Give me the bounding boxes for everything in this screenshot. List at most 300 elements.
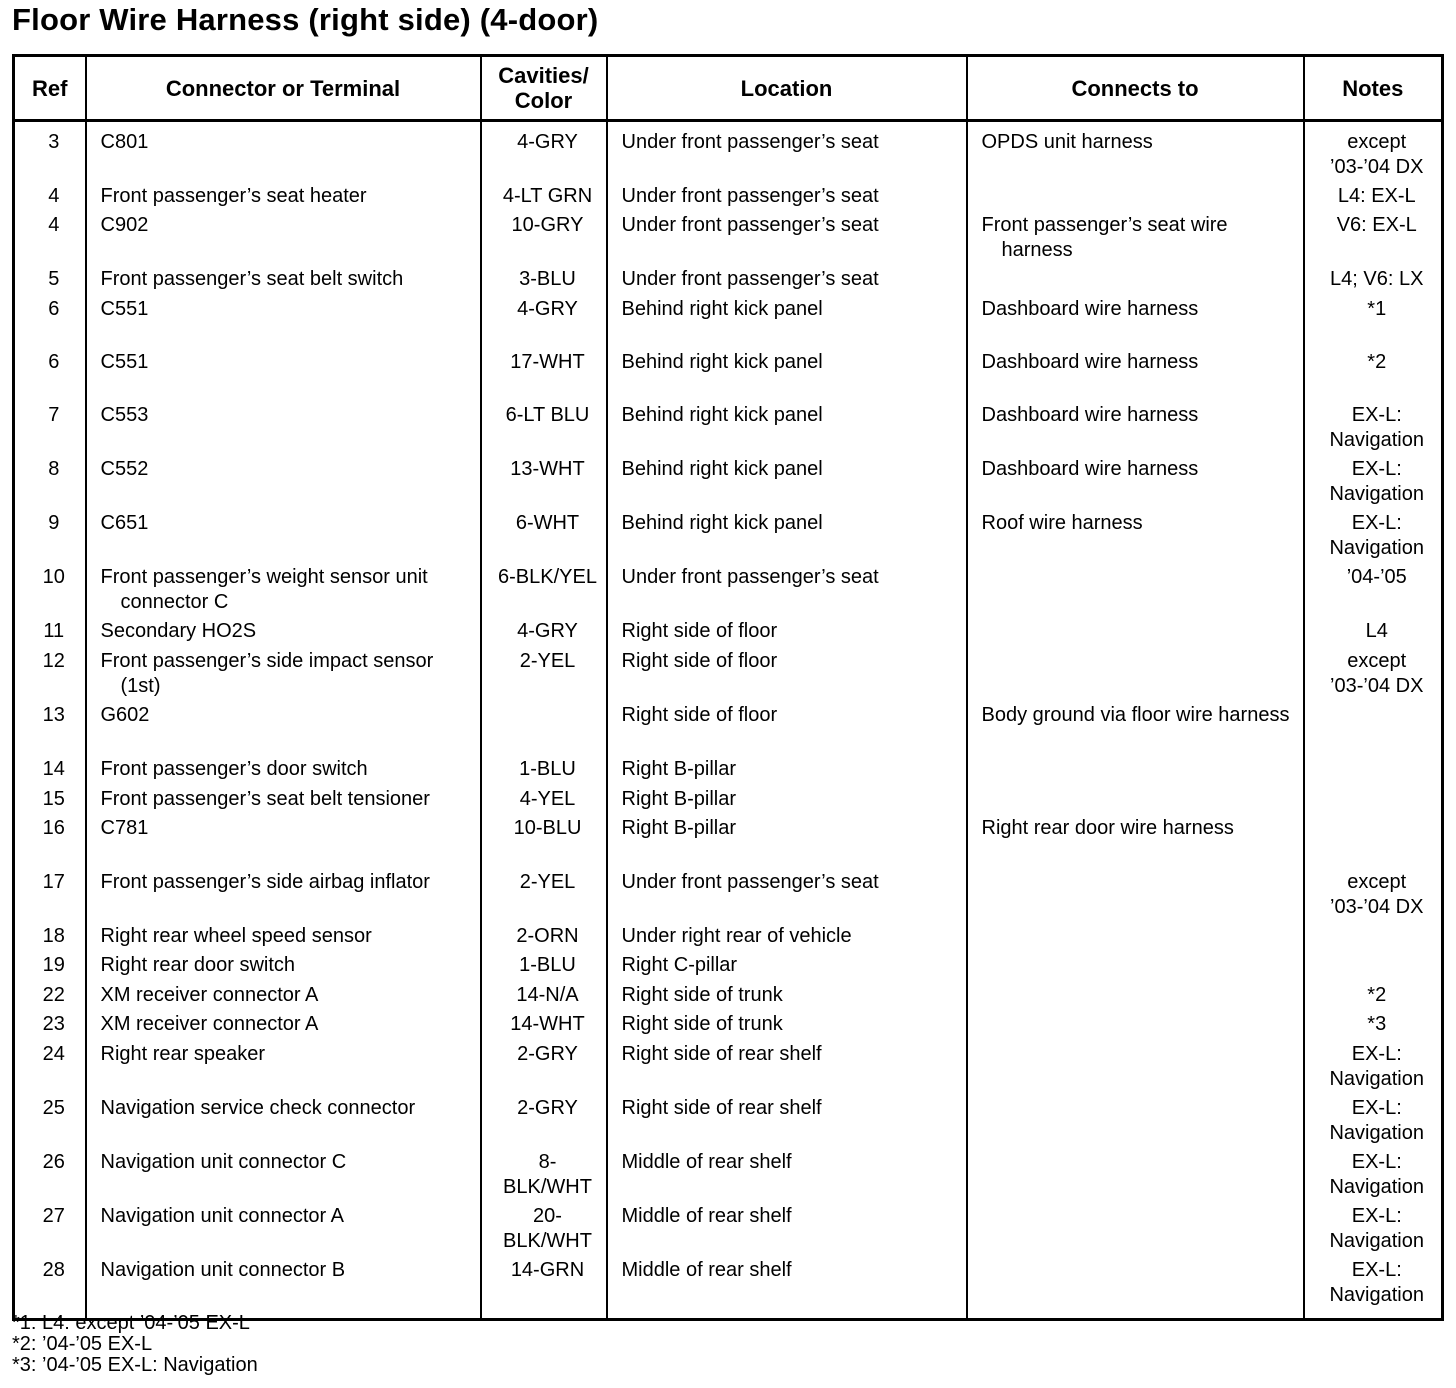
- cell-cavities: [481, 615, 607, 645]
- cell-connector-text: Navigation unit connector B: [100, 1259, 346, 1281]
- header-ref: Ref: [14, 56, 86, 121]
- cell-cavities: [481, 209, 607, 263]
- cell-connector-text: C781: [100, 817, 149, 839]
- cell-connector-text: Secondary HO2S: [100, 620, 257, 642]
- cell-notes: [1304, 615, 1443, 645]
- cell-connector: [86, 399, 481, 453]
- table-row: [14, 399, 1443, 453]
- cell-connects-to-text: Right rear door wire harness: [981, 817, 1234, 839]
- cell-location: [607, 293, 967, 346]
- cell-connects-to: [967, 615, 1304, 645]
- cell-location: [607, 507, 967, 561]
- cell-ref-text: 26: [42, 1151, 65, 1173]
- cell-ref-text: 3: [48, 131, 60, 153]
- cell-location: [607, 399, 967, 453]
- cell-connector-text: Navigation unit connector C: [100, 1151, 347, 1173]
- cell-location: [607, 453, 967, 507]
- cell-connector-text: Right rear wheel speed sensor: [100, 925, 372, 947]
- cell-connects-to-text: Dashboard wire harness: [981, 458, 1199, 480]
- table-row: [14, 753, 1443, 783]
- cell-location-text: Under front passenger’s seat: [621, 566, 879, 588]
- cell-location: [607, 1038, 967, 1092]
- cell-location: [607, 753, 967, 783]
- cell-location-text: Behind right kick panel: [621, 351, 823, 373]
- cell-notes: [1304, 979, 1443, 1008]
- cell-location: [607, 699, 967, 753]
- cell-connector-text: Front passenger’s side airbag inflator: [100, 871, 430, 893]
- cell-ref: [14, 209, 86, 263]
- cell-notes-text: EX-L: Navigation: [1329, 458, 1424, 505]
- page-title: Floor Wire Harness (right side) (4-door): [12, 2, 599, 37]
- cell-location-text: Right side of floor: [621, 650, 778, 672]
- cell-connector: [86, 1008, 481, 1038]
- cell-cavities-text: 1-BLU: [519, 954, 576, 976]
- cell-cavities: [481, 1038, 607, 1092]
- cell-connector-text: Navigation service check connector: [100, 1097, 416, 1119]
- cell-cavities: [481, 561, 607, 615]
- cell-cavities: [481, 263, 607, 293]
- cell-cavities: [481, 1146, 607, 1200]
- cell-connects-to-text: Roof wire harness: [981, 512, 1143, 534]
- cell-connector: [86, 699, 481, 753]
- cell-notes-text: except ’03-’04 DX: [1330, 871, 1424, 918]
- cell-ref: [14, 699, 86, 753]
- cell-connects-to-text: Dashboard wire harness: [981, 404, 1199, 426]
- cell-location-text: Right B-pillar: [621, 817, 736, 839]
- cell-connects-to: [967, 507, 1304, 561]
- table-row: [14, 209, 1443, 263]
- cell-ref: [14, 783, 86, 812]
- cell-notes-text: EX-L: Navigation: [1329, 1151, 1424, 1198]
- cell-ref: [14, 293, 86, 346]
- cell-connects-to: [967, 180, 1304, 209]
- header-notes: Notes: [1304, 56, 1443, 121]
- cell-location: [607, 920, 967, 949]
- cell-ref-text: 12: [42, 650, 65, 672]
- cell-connects-to-text: Body ground via floor wire harness: [981, 704, 1290, 726]
- cell-connector: [86, 1092, 481, 1146]
- cell-connects-to: [967, 399, 1304, 453]
- cell-ref: [14, 121, 86, 181]
- cell-location: [607, 1008, 967, 1038]
- cell-location-text: Behind right kick panel: [621, 458, 823, 480]
- cell-notes: [1304, 920, 1443, 949]
- table-row: [14, 346, 1443, 399]
- cell-ref: [14, 866, 86, 920]
- cell-notes: [1304, 1038, 1443, 1092]
- cell-connects-to: [967, 453, 1304, 507]
- cell-connector-text: XM receiver connector A: [100, 1013, 319, 1035]
- cell-connector-text: Navigation unit connector A: [100, 1205, 344, 1227]
- cell-ref: [14, 1008, 86, 1038]
- cell-cavities-text: 13-WHT: [510, 458, 585, 480]
- cell-connects-to: [967, 1146, 1304, 1200]
- cell-ref-text: 22: [42, 984, 65, 1006]
- cell-ref-text: 17: [42, 871, 65, 893]
- cell-notes-text: EX-L: Navigation: [1329, 404, 1424, 451]
- cell-location-text: Behind right kick panel: [621, 512, 823, 534]
- cell-location-text: Right side of floor: [621, 620, 778, 642]
- cell-cavities-text: 17-WHT: [510, 351, 585, 373]
- cell-cavities-text: 4-GRY: [517, 131, 578, 153]
- cell-cavities: [481, 949, 607, 979]
- cell-cavities-text: 14-WHT: [510, 1013, 585, 1035]
- cell-connects-to: [967, 645, 1304, 699]
- cell-notes: [1304, 783, 1443, 812]
- cell-connector-text: C801: [100, 131, 149, 153]
- cell-location: [607, 783, 967, 812]
- cell-notes: [1304, 645, 1443, 699]
- cell-cavities-text: 3-BLU: [519, 268, 576, 290]
- cell-cavities: [481, 783, 607, 812]
- cell-ref-text: 19: [42, 954, 65, 976]
- cell-connector: [86, 979, 481, 1008]
- table-row: [14, 121, 1443, 181]
- cell-ref-text: 15: [42, 788, 65, 810]
- cell-cavities: [481, 121, 607, 181]
- cell-connector: [86, 180, 481, 209]
- cell-cavities-text: 14-N/A: [516, 984, 579, 1006]
- cell-notes: [1304, 1008, 1443, 1038]
- cell-location-text: Under front passenger’s seat: [621, 131, 879, 153]
- cell-ref-text: 18: [42, 925, 65, 947]
- cell-notes: [1304, 346, 1443, 399]
- cell-location: [607, 1200, 967, 1254]
- cell-location-text: Middle of rear shelf: [621, 1259, 792, 1281]
- cell-connects-to: [967, 1092, 1304, 1146]
- cell-location: [607, 645, 967, 699]
- cell-notes: [1304, 1200, 1443, 1254]
- cell-connects-to: [967, 1038, 1304, 1092]
- cell-cavities: [481, 866, 607, 920]
- cell-notes: [1304, 1146, 1443, 1200]
- cell-notes-text: except ’03-’04 DX: [1330, 131, 1424, 178]
- footnotes: [12, 1313, 258, 1376]
- cell-location-text: Behind right kick panel: [621, 298, 823, 320]
- cell-cavities: [481, 1092, 607, 1146]
- cell-location: [607, 866, 967, 920]
- cell-connector: [86, 615, 481, 645]
- cell-ref-text: 7: [48, 404, 60, 426]
- cell-cavities-text: 6-LT BLU: [505, 404, 590, 426]
- cell-location: [607, 561, 967, 615]
- cell-notes: [1304, 121, 1443, 181]
- cell-connector-text: Front passenger’s weight sensor unit connector C: [100, 566, 428, 613]
- cell-connector: [86, 1038, 481, 1092]
- cell-notes-text: EX-L: Navigation: [1329, 512, 1424, 559]
- cell-location: [607, 180, 967, 209]
- cell-location: [607, 1092, 967, 1146]
- table-row: [14, 263, 1443, 293]
- cell-connector-text: Front passenger’s seat belt switch: [100, 268, 404, 290]
- cell-ref: [14, 561, 86, 615]
- cell-location-text: Right B-pillar: [621, 758, 736, 780]
- cell-ref: [14, 346, 86, 399]
- cell-connects-to: [967, 866, 1304, 920]
- cell-connector: [86, 1146, 481, 1200]
- cell-location-text: Under right rear of vehicle: [621, 925, 852, 947]
- cell-location-text: Under front passenger’s seat: [621, 214, 879, 236]
- table-row: [14, 561, 1443, 615]
- cell-connector-text: XM receiver connector A: [100, 984, 319, 1006]
- table-row: [14, 453, 1443, 507]
- cell-cavities-text: 2-ORN: [516, 925, 579, 947]
- cell-connector: [86, 920, 481, 949]
- cell-notes: [1304, 209, 1443, 263]
- cell-location: [607, 979, 967, 1008]
- cell-location-text: Right side of trunk: [621, 1013, 783, 1035]
- cell-ref-text: 4: [48, 185, 60, 207]
- cell-cavities: [481, 1008, 607, 1038]
- cell-location-text: Right C-pillar: [621, 954, 738, 976]
- cell-connector-text: Front passenger’s door switch: [100, 758, 368, 780]
- table-row: [14, 507, 1443, 561]
- cell-ref-text: 14: [42, 758, 65, 780]
- cell-cavities: [481, 507, 607, 561]
- cell-connector-text: C551: [100, 298, 149, 320]
- header-connector: Connector or Terminal: [86, 56, 481, 121]
- cell-ref: [14, 753, 86, 783]
- cell-ref-text: 28: [42, 1259, 65, 1281]
- cell-notes-text: EX-L: Navigation: [1329, 1205, 1424, 1252]
- cell-connector-text: C902: [100, 214, 149, 236]
- cell-ref: [14, 1254, 86, 1320]
- cell-location-text: Right side of rear shelf: [621, 1043, 822, 1065]
- cell-cavities: [481, 920, 607, 949]
- cell-cavities: [481, 346, 607, 399]
- cell-connector: [86, 346, 481, 399]
- cell-connector: [86, 783, 481, 812]
- cell-notes-text: ’04-’05: [1346, 566, 1407, 588]
- cell-connector: [86, 753, 481, 783]
- cell-ref: [14, 1146, 86, 1200]
- cell-connects-to: [967, 753, 1304, 783]
- cell-notes: [1304, 180, 1443, 209]
- cell-location-text: Under front passenger’s seat: [621, 268, 879, 290]
- cell-connects-to: [967, 699, 1304, 753]
- cell-connector: [86, 949, 481, 979]
- table-row: [14, 783, 1443, 812]
- cell-ref: [14, 399, 86, 453]
- cell-location: [607, 346, 967, 399]
- cell-ref: [14, 1092, 86, 1146]
- cell-connects-to-text: OPDS unit harness: [981, 131, 1153, 153]
- cell-cavities-text: 2-GRY: [517, 1097, 578, 1119]
- cell-ref-text: 24: [42, 1043, 65, 1065]
- cell-connector-text: C553: [100, 404, 149, 426]
- cell-ref-text: 10: [42, 566, 65, 588]
- cell-cavities: [481, 699, 607, 753]
- cell-connects-to: [967, 121, 1304, 181]
- footnote: *2: ’04-’05 EX-L: [12, 1333, 153, 1355]
- cell-notes: [1304, 753, 1443, 783]
- cell-connects-to: [967, 920, 1304, 949]
- cell-ref: [14, 920, 86, 949]
- cell-cavities: [481, 399, 607, 453]
- cell-notes-text: L4: EX-L: [1337, 185, 1416, 207]
- cell-notes-text: *3: [1367, 1013, 1387, 1035]
- header-cavities-line1: Cavities/: [498, 63, 589, 88]
- cell-notes: [1304, 507, 1443, 561]
- cell-ref: [14, 180, 86, 209]
- cell-location: [607, 209, 967, 263]
- cell-location-text: Right B-pillar: [621, 788, 736, 810]
- cell-ref-text: 16: [42, 817, 65, 839]
- cell-location: [607, 1254, 967, 1320]
- cell-ref: [14, 812, 86, 866]
- cell-cavities-text: 20-BLK/WHT: [503, 1205, 592, 1252]
- cell-ref-text: 11: [43, 620, 65, 642]
- cell-connects-to: [967, 812, 1304, 866]
- cell-ref: [14, 645, 86, 699]
- cell-notes: [1304, 399, 1443, 453]
- table-row: [14, 1038, 1443, 1092]
- cell-ref-text: 9: [48, 512, 60, 534]
- cell-ref: [14, 453, 86, 507]
- table-row: [14, 1200, 1443, 1254]
- cell-connector: [86, 121, 481, 181]
- cell-cavities-text: 6-BLK/YEL: [498, 566, 597, 588]
- cell-ref: [14, 949, 86, 979]
- cell-notes: [1304, 1092, 1443, 1146]
- cell-notes: [1304, 453, 1443, 507]
- cell-connector: [86, 812, 481, 866]
- cell-location: [607, 615, 967, 645]
- cell-notes-text: EX-L: Navigation: [1329, 1097, 1424, 1144]
- cell-location: [607, 263, 967, 293]
- cell-connector-text: Right rear door switch: [100, 954, 296, 976]
- cell-connects-to-text: Dashboard wire harness: [981, 298, 1199, 320]
- header-row: [14, 56, 1443, 121]
- cell-ref-text: 5: [48, 268, 60, 290]
- cell-location: [607, 121, 967, 181]
- cell-notes: [1304, 949, 1443, 979]
- cell-notes-text: *2: [1367, 351, 1387, 373]
- cell-notes-text: *1: [1367, 298, 1387, 320]
- cell-cavities-text: 10-BLU: [513, 817, 582, 839]
- cell-ref: [14, 979, 86, 1008]
- cell-cavities: [481, 180, 607, 209]
- table-row: [14, 645, 1443, 699]
- cell-ref-text: 6: [48, 298, 60, 320]
- cell-connects-to: [967, 1200, 1304, 1254]
- cell-notes-text: EX-L: Navigation: [1329, 1259, 1424, 1306]
- cell-cavities-text: 1-BLU: [519, 758, 576, 780]
- cell-location: [607, 949, 967, 979]
- cell-ref: [14, 507, 86, 561]
- cell-ref-text: 23: [42, 1013, 65, 1035]
- cell-connector: [86, 507, 481, 561]
- cell-connects-to: [967, 263, 1304, 293]
- cell-ref: [14, 615, 86, 645]
- cell-location-text: Right side of floor: [621, 704, 778, 726]
- cell-notes: [1304, 866, 1443, 920]
- cell-connector: [86, 453, 481, 507]
- footnote: *3: ’04-’05 EX-L: Navigation: [12, 1354, 258, 1376]
- cell-cavities: [481, 979, 607, 1008]
- cell-cavities: [481, 645, 607, 699]
- cell-cavities: [481, 1254, 607, 1320]
- table-row: [14, 180, 1443, 209]
- cell-notes: [1304, 699, 1443, 753]
- table-row: [14, 615, 1443, 645]
- cell-connects-to: [967, 1008, 1304, 1038]
- cell-ref-text: 13: [42, 704, 65, 726]
- cell-connects-to-text: Front passenger’s seat wire harness: [981, 214, 1228, 261]
- cell-cavities: [481, 812, 607, 866]
- cell-notes: [1304, 812, 1443, 866]
- cell-ref: [14, 1038, 86, 1092]
- cell-connector: [86, 293, 481, 346]
- cell-cavities-text: 2-YEL: [519, 650, 576, 672]
- cell-connects-to: [967, 561, 1304, 615]
- cell-notes-text: V6: EX-L: [1336, 214, 1417, 236]
- table-row: [14, 699, 1443, 753]
- cell-location-text: Under front passenger’s seat: [621, 185, 879, 207]
- table-row: [14, 1008, 1443, 1038]
- table-row: [14, 949, 1443, 979]
- cell-notes-text: *2: [1367, 984, 1387, 1006]
- cell-connects-to: [967, 979, 1304, 1008]
- cell-location: [607, 1146, 967, 1200]
- cell-ref-text: 27: [42, 1205, 65, 1227]
- cell-cavities: [481, 753, 607, 783]
- cell-notes: [1304, 293, 1443, 346]
- table-body: [14, 121, 1443, 1320]
- cell-connects-to: [967, 293, 1304, 346]
- cell-cavities: [481, 453, 607, 507]
- cell-connector: [86, 209, 481, 263]
- header-connects-to: Connects to: [967, 56, 1304, 121]
- header-cavities-line2: Color: [514, 88, 573, 113]
- cell-connector-text: G602: [100, 704, 150, 726]
- cell-location-text: Middle of rear shelf: [621, 1205, 792, 1227]
- cell-notes-text: L4; V6: LX: [1330, 268, 1424, 290]
- header-location: Location: [607, 56, 967, 121]
- table-row: [14, 812, 1443, 866]
- cell-ref: [14, 263, 86, 293]
- cell-notes: [1304, 1254, 1443, 1320]
- cell-location-text: Right side of trunk: [621, 984, 783, 1006]
- cell-cavities-text: 2-GRY: [517, 1043, 578, 1065]
- table-row: [14, 293, 1443, 346]
- cell-ref-text: 4: [48, 214, 60, 236]
- cell-connector: [86, 561, 481, 615]
- cell-connector-text: C552: [100, 458, 149, 480]
- cell-ref-text: 6: [48, 351, 60, 373]
- cell-ref: [14, 1200, 86, 1254]
- table-row: [14, 1092, 1443, 1146]
- cell-location-text: Right side of rear shelf: [621, 1097, 822, 1119]
- cell-connector: [86, 1254, 481, 1320]
- cell-notes: [1304, 561, 1443, 615]
- cell-location-text: Behind right kick panel: [621, 404, 823, 426]
- header-cavities: [481, 56, 607, 121]
- cell-cavities-text: 4-YEL: [519, 788, 576, 810]
- cell-connector-text: Right rear speaker: [100, 1043, 266, 1065]
- cell-cavities-text: 8-BLK/WHT: [503, 1151, 592, 1198]
- cell-connector: [86, 1200, 481, 1254]
- cell-location-text: Middle of rear shelf: [621, 1151, 792, 1173]
- cell-connects-to: [967, 949, 1304, 979]
- cell-cavities-text: 2-YEL: [519, 871, 576, 893]
- cell-ref-text: 25: [42, 1097, 65, 1119]
- cell-location-text: Under front passenger’s seat: [621, 871, 879, 893]
- cell-connects-to: [967, 209, 1304, 263]
- cell-location: [607, 812, 967, 866]
- table-row: [14, 1254, 1443, 1320]
- cell-connects-to: [967, 783, 1304, 812]
